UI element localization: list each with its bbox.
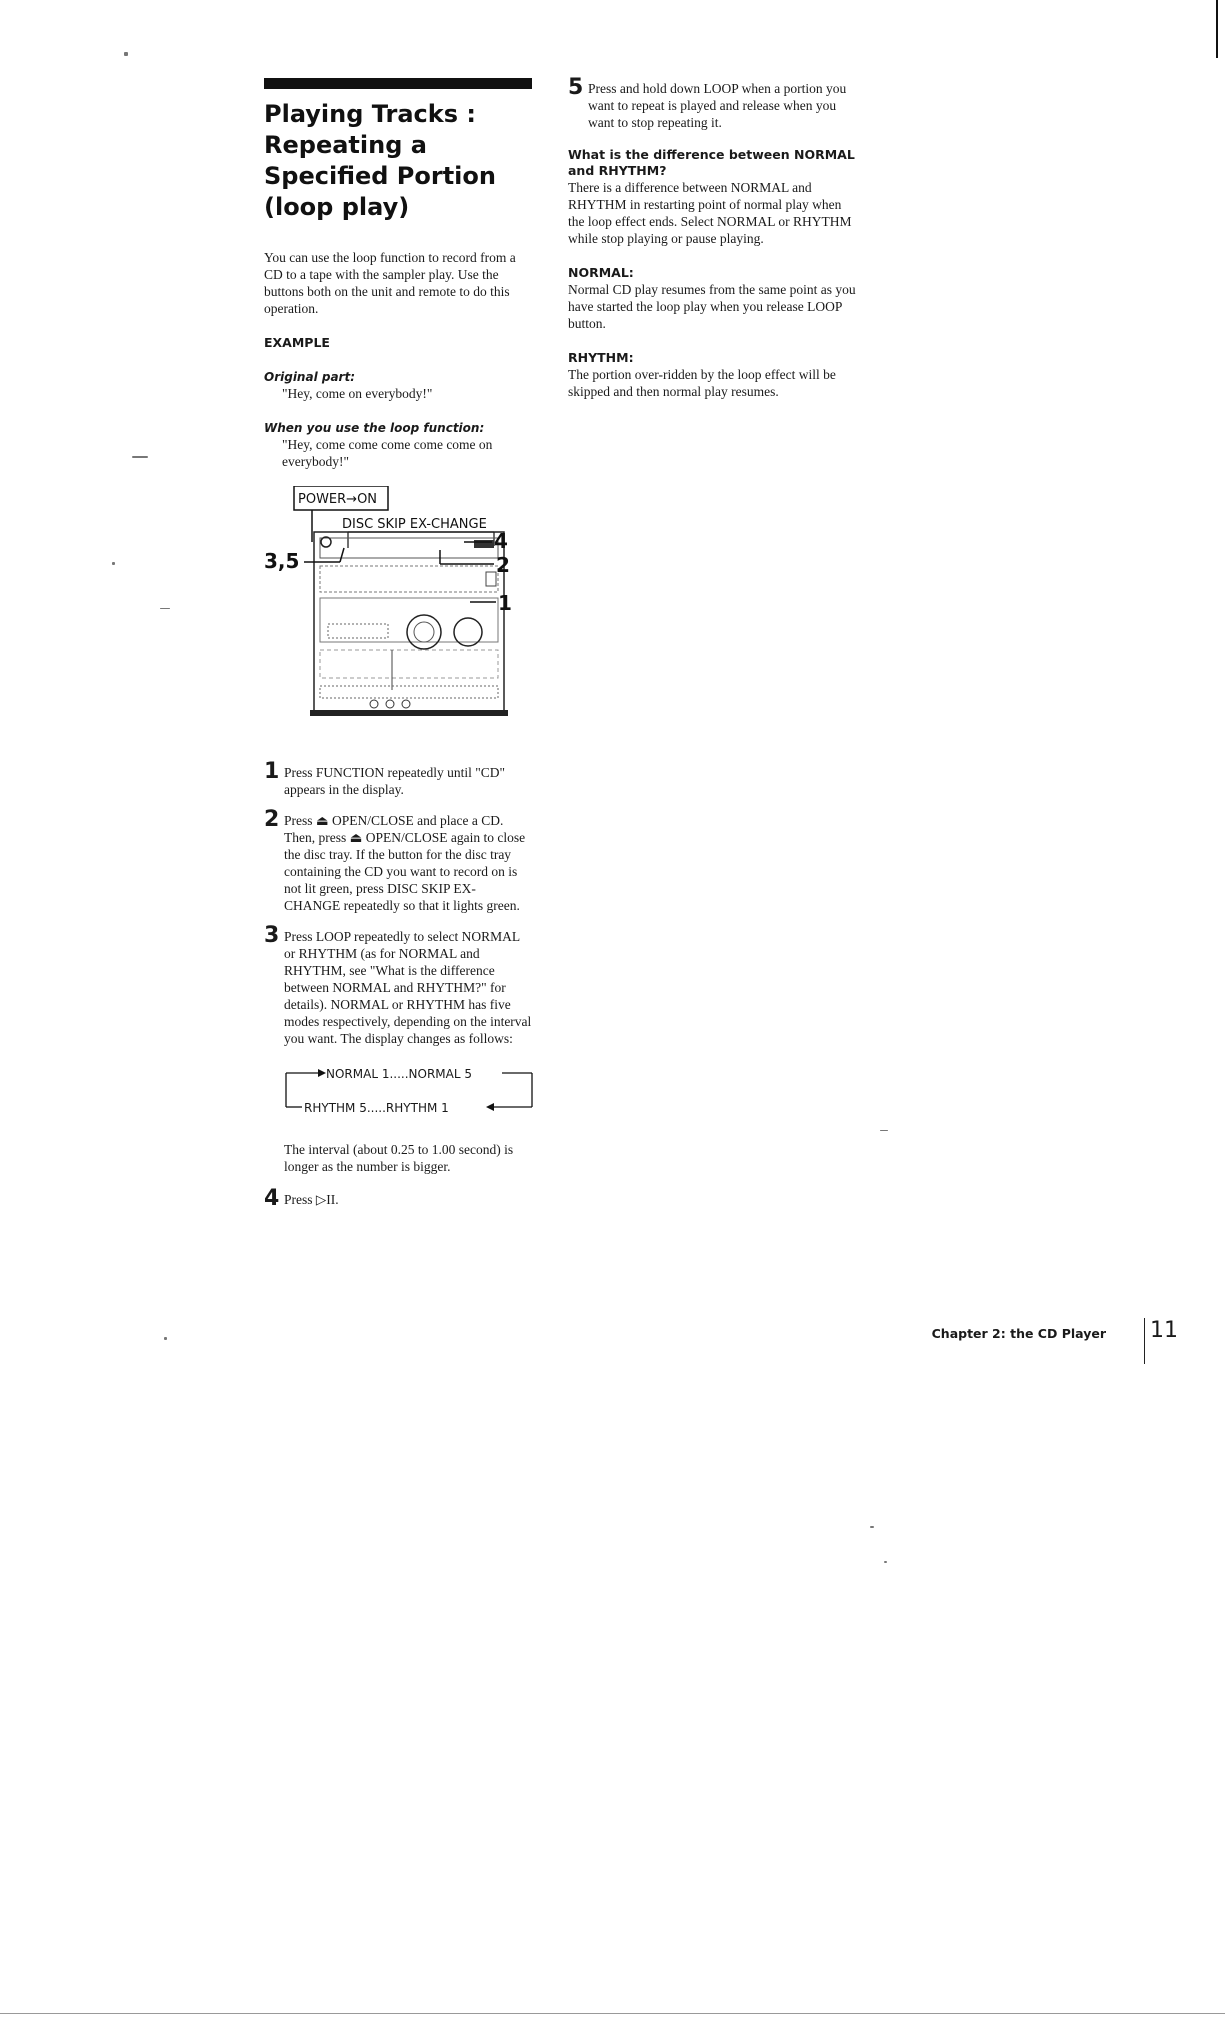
step-number: 2 xyxy=(264,807,280,832)
unit-diagram xyxy=(264,486,534,742)
callout-3-5: 3,5 xyxy=(264,549,300,573)
page-edge-line xyxy=(1216,0,1218,58)
interval-note: The interval (about 0.25 to 1.00 second) is longer as the number is bigger. xyxy=(284,1142,514,1174)
original-part-label: Original part: xyxy=(264,370,356,384)
cycle-rhythm-modes: RHYTHM 5.....RHYTHM 1 xyxy=(304,1101,449,1115)
normal-text: Normal CD play resumes from the same point as you have started the loop play when you release LOOP button. xyxy=(568,282,856,331)
step-text: Press FUNCTION repeatedly until "CD" appears in the display. xyxy=(284,765,505,797)
callout-2: 2 xyxy=(496,553,510,577)
callout-4: 4 xyxy=(494,529,508,553)
step-number: 3 xyxy=(264,923,280,948)
step-text: Press LOOP repeatedly to select NORMAL or RHYTHM (as for NORMAL and RHYTHM, see "What is the difference between NORMAL and RHYTHM?" for details). NORMAL or RHYTHM has five modes respectively, depending on the interval you want. The display changes as follows: xyxy=(284,929,532,1046)
scan-speck xyxy=(124,52,128,56)
power-label: POWER→ON xyxy=(298,492,378,507)
step-2 xyxy=(264,807,532,914)
disc-skip-label: DISC SKIP EX-CHANGE xyxy=(342,517,487,532)
scan-speck xyxy=(884,1561,887,1563)
chapter-label: Chapter 2: the CD Player xyxy=(931,1326,1106,1341)
mode-cycle-diagram xyxy=(284,1061,544,1123)
scan-speck xyxy=(880,1130,888,1131)
title-rule xyxy=(264,78,532,89)
step-text: Press and hold down LOOP when a portion you want to repeat is played and release when you want to stop repeating it. xyxy=(588,81,847,130)
step-number: 4 xyxy=(264,1186,280,1211)
scan-speck xyxy=(112,562,115,565)
page-title: Playing Tracks : Repeating a Specified Portion (loop play) xyxy=(264,100,496,221)
difference-heading: What is the difference between NORMAL and RHYTHM? xyxy=(568,147,855,178)
intro-text: You can use the loop function to record from a CD to a tape with the sampler play. Use the buttons both on the unit and remote to do this operation. xyxy=(264,250,516,316)
example-heading: EXAMPLE xyxy=(264,335,330,350)
stereo-unit-illustration xyxy=(264,486,534,742)
step-1 xyxy=(264,759,532,798)
normal-heading: NORMAL: xyxy=(568,265,634,280)
scan-speck xyxy=(160,608,170,609)
step-5 xyxy=(568,75,858,131)
step-text: Press ▷II. xyxy=(284,1192,339,1207)
page-number: 11 xyxy=(1150,1318,1178,1343)
rhythm-text: The portion over-ridden by the loop effect will be skipped and then normal play resumes. xyxy=(568,367,836,399)
step-number: 5 xyxy=(568,75,584,100)
steps-list xyxy=(264,759,532,1222)
rhythm-heading: RHYTHM: xyxy=(568,350,634,365)
step-3 xyxy=(264,923,532,1047)
page-bottom-edge xyxy=(0,2013,1225,2014)
scan-speck xyxy=(870,1526,874,1528)
right-column xyxy=(568,75,858,400)
step-number: 1 xyxy=(264,759,280,784)
loop-function-label: When you use the loop function: xyxy=(264,421,485,435)
scan-speck xyxy=(164,1337,167,1340)
step-text: Press ⏏ OPEN/CLOSE and place a CD. Then, press ⏏ OPEN/CLOSE again to close the disc tray. If the button for the disc tray containing the CD you want to record on is not lit green, press DISC SKIP EX-CHANGE repeatedly so that it lights green. xyxy=(284,813,526,913)
footer-divider xyxy=(1144,1318,1145,1364)
cycle-normal-modes: NORMAL 1.....NORMAL 5 xyxy=(326,1067,472,1081)
left-column xyxy=(264,78,532,470)
original-part-text: "Hey, come on everybody!" xyxy=(282,386,433,401)
callout-1: 1 xyxy=(498,591,512,615)
loop-function-text: "Hey, come come come come come on everybody!" xyxy=(282,437,493,469)
page-footer xyxy=(931,1318,1178,1364)
difference-text: There is a difference between NORMAL and RHYTHM in restarting point of normal play when the loop effect ends. Select NORMAL or RHYTHM while stop playing or pause playing. xyxy=(568,180,852,246)
step-4 xyxy=(264,1186,532,1211)
scan-speck xyxy=(132,456,148,458)
